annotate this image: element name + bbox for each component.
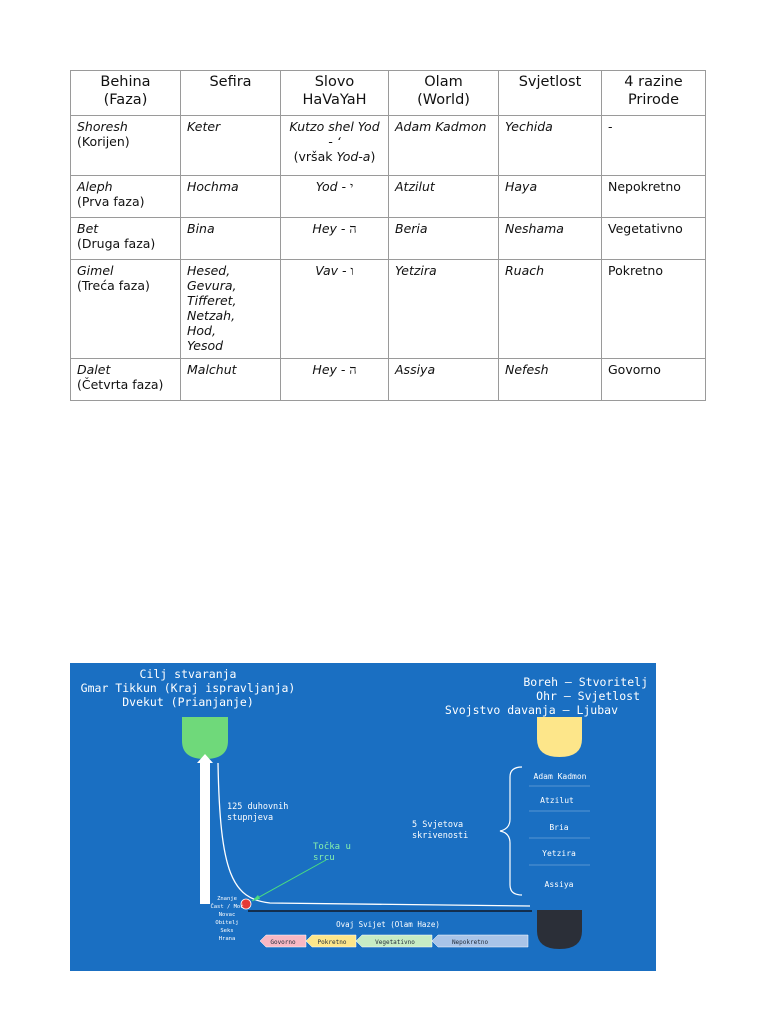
desire-item: Hrana bbox=[218, 936, 236, 942]
desire-item: Obitelj bbox=[215, 920, 239, 926]
cell-svjetlost: Nefesh bbox=[499, 359, 602, 401]
this-world-label: Ovaj Svijet (Olam Haze) bbox=[336, 920, 440, 929]
cell-sefira: Bina bbox=[181, 218, 281, 260]
header-priroda: 4 razine Prirode bbox=[602, 71, 706, 116]
goal-title-line-3: Dvekut (Prianjanje) bbox=[122, 695, 254, 709]
desire-item: Seks bbox=[220, 928, 234, 934]
goal-title-line-1: Cilj stvaranja bbox=[139, 667, 237, 681]
desire-item: Novac bbox=[218, 912, 236, 918]
level-label-vegetativno: Vegetativno bbox=[375, 939, 415, 946]
cell-slovo: Yod - י bbox=[281, 176, 389, 218]
cell-slovo: Kutzo shel Yod - ‘ (vršak Yod-a) bbox=[281, 116, 389, 176]
cell-svjetlost: Yechida bbox=[499, 116, 602, 176]
kabbalah-table bbox=[70, 70, 706, 401]
green-vessel bbox=[182, 717, 228, 759]
cell-olam: Assiya bbox=[389, 359, 499, 401]
cell-olam: Adam Kadmon bbox=[389, 116, 499, 176]
desire-item: Znanje bbox=[217, 896, 237, 902]
goal-title-line-2: Gmar Tikkun (Kraj ispravljanja) bbox=[80, 681, 296, 695]
cell-svjetlost: Neshama bbox=[499, 218, 602, 260]
header-slovo: Slovo HaVaYaH bbox=[281, 71, 389, 116]
table-row bbox=[71, 359, 706, 401]
world-bria: Bria bbox=[549, 823, 569, 832]
header-olam: Olam (World) bbox=[389, 71, 499, 116]
worlds-label-line-1: 5 Svjetova bbox=[412, 820, 464, 830]
cell-priroda: Nepokretno bbox=[602, 176, 706, 218]
cell-behina: Dalet (Četvrta faza) bbox=[71, 359, 181, 401]
header-behina: Behina (Faza) bbox=[71, 71, 181, 116]
cell-priroda: Govorno bbox=[602, 359, 706, 401]
table-row bbox=[71, 176, 706, 218]
cell-sefira: Malchut bbox=[181, 359, 281, 401]
point-label-line-1: Točka u bbox=[313, 842, 351, 852]
cell-behina: Shoresh (Korijen) bbox=[71, 116, 181, 176]
cell-behina: Gimel (Treća faza) bbox=[71, 260, 181, 359]
level-label-pokretno: Pokretno bbox=[317, 939, 347, 946]
cell-olam: Beria bbox=[389, 218, 499, 260]
cell-olam: Yetzira bbox=[389, 260, 499, 359]
cell-slovo: Hey - ה bbox=[281, 359, 389, 401]
world-yetzira: Yetzira bbox=[542, 849, 576, 858]
steps-label-line-2: stupnjeva bbox=[227, 813, 274, 823]
creation-diagram bbox=[70, 663, 656, 971]
table-row bbox=[71, 116, 706, 176]
cell-sefira: Keter bbox=[181, 116, 281, 176]
cell-behina: Aleph (Prva faza) bbox=[71, 176, 181, 218]
header-svjetlost: Svjetlost bbox=[499, 71, 602, 116]
cell-olam: Atzilut bbox=[389, 176, 499, 218]
yellow-vessel bbox=[537, 717, 582, 757]
table-header-row bbox=[71, 71, 706, 116]
table-row bbox=[71, 218, 706, 260]
cell-svjetlost: Ruach bbox=[499, 260, 602, 359]
cell-slovo: Vav - ו bbox=[281, 260, 389, 359]
cell-svjetlost: Haya bbox=[499, 176, 602, 218]
table-row bbox=[71, 260, 706, 359]
world-assiya: Assiya bbox=[544, 880, 574, 889]
worlds-label-line-2: skrivenosti bbox=[412, 831, 469, 841]
creator-title-line-2: Ohr – Svjetlost bbox=[536, 689, 640, 703]
desire-item: Čast / Moć bbox=[210, 904, 244, 910]
header-sefira: Sefira bbox=[181, 71, 281, 116]
cell-priroda: - bbox=[602, 116, 706, 176]
steps-label-line-1: 125 duhovnih bbox=[227, 802, 289, 812]
cell-sefira: Hesed, Gevura, Tifferet, Netzah, Hod, Yesod bbox=[181, 260, 281, 359]
cell-sefira: Hochma bbox=[181, 176, 281, 218]
world-atzilut: Atzilut bbox=[540, 796, 574, 805]
creator-title-line-1: Boreh – Stvoritelj bbox=[523, 675, 648, 689]
creator-title-line-3: Svojstvo davanja – Ljubav bbox=[444, 703, 618, 717]
level-label-nepokretno: Nepokretno bbox=[451, 939, 489, 946]
cell-priroda: Vegetativno bbox=[602, 218, 706, 260]
dark-vessel bbox=[537, 910, 582, 949]
cell-behina: Bet (Druga faza) bbox=[71, 218, 181, 260]
cell-priroda: Pokretno bbox=[602, 260, 706, 359]
world-adam-kadmon: Adam Kadmon bbox=[533, 772, 587, 781]
level-label-govorno: Govorno bbox=[270, 939, 296, 946]
point-label-line-2: srcu bbox=[313, 853, 335, 863]
cell-slovo: Hey - ה bbox=[281, 218, 389, 260]
